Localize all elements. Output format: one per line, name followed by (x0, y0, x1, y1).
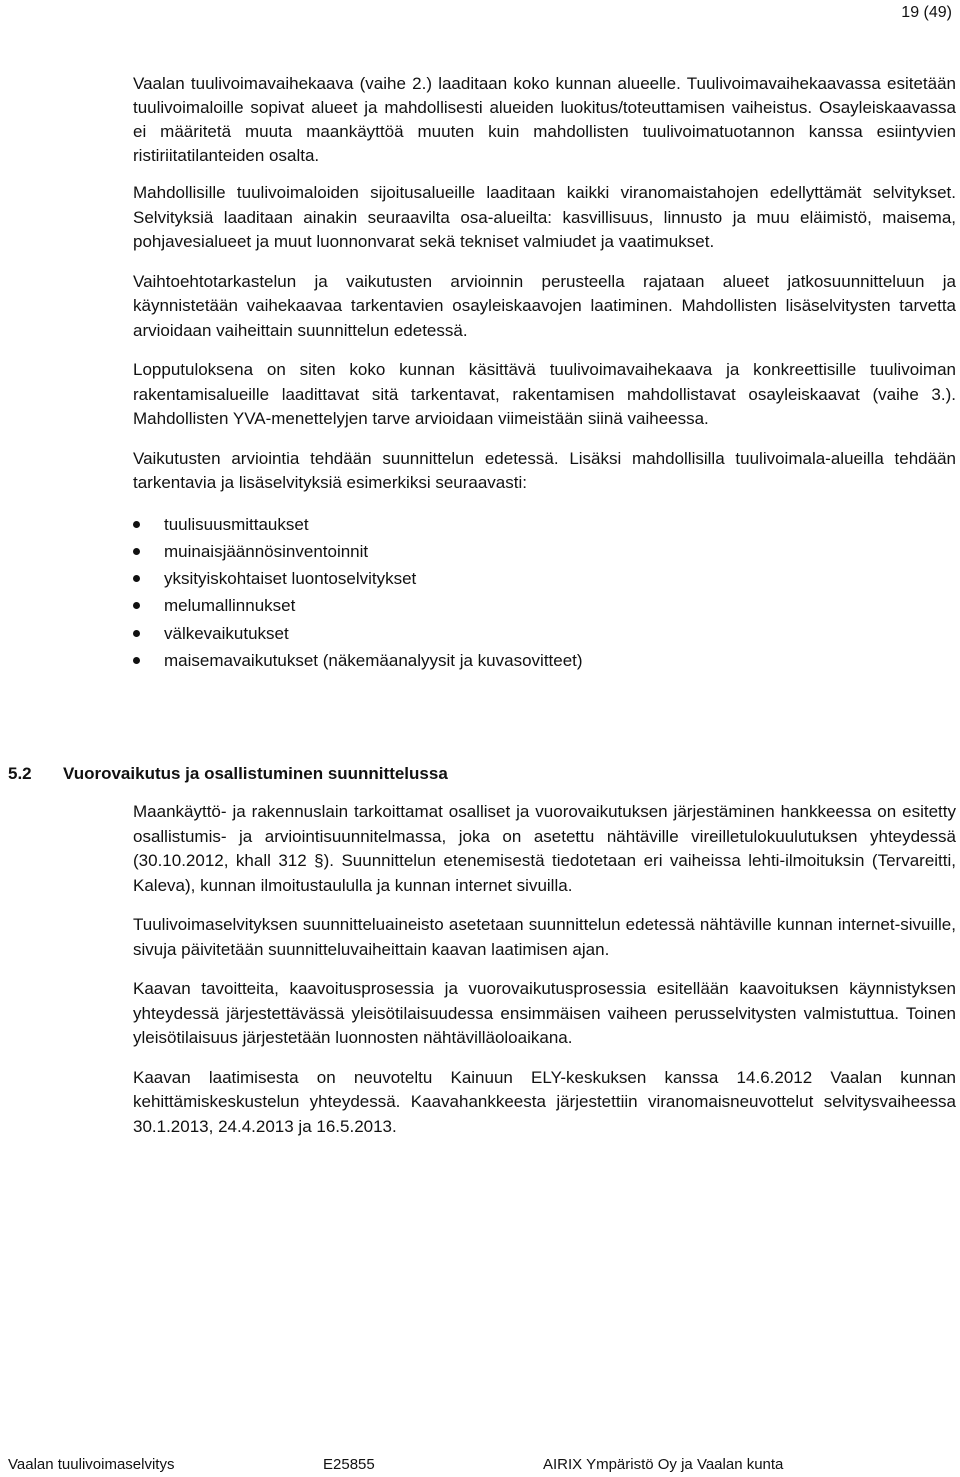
list-item: maisemavaikutukset (näkemäanalyysit ja kuvasovitteet) (133, 647, 956, 674)
list-item: muinaisjäännösinventoinnit (133, 538, 956, 565)
section-heading (8, 764, 448, 784)
footer-document-title: Vaalan tuulivoimaselvitys (8, 1456, 175, 1473)
list-item: melumallinnukset (133, 592, 956, 619)
footer-project-code: E25855 (323, 1456, 375, 1473)
paragraph: Tuulivoimaselvityksen suunnitteluaineisto asetetaan suunnittelun edetessä nähtäville kunnan internet-sivuille, sivuja päivitetään suunnitteluvaiheittain kaavan laatimisen ajan. (133, 915, 956, 959)
paragraph: Vaikutusten arviointia tehdään suunnittelun edetessä. Lisäksi mahdollisilla tuulivoimala-alueilla tehdään tarkentavia ja lisäselvityksiä esimerkiksi seuraavasti: (133, 448, 956, 492)
paragraph: Lopputuloksena on siten koko kunnan käsittävä tuulivoimavaihekaava ja konkreettisille tuulivoiman rakentamisalueille laadittavat sitä tarkentavat, rakentamisen mahdollistavat osayleiskaavat (vaihe 3.). Mahdollisten YVA-menettelyjen tarve arvioidaan viimeistään siinä vaiheessa. (133, 360, 956, 428)
section-number: 5.2 (8, 764, 32, 783)
paragraph: Vaihtoehtotarkastelun ja vaikutusten arvioinnin perusteella rajataan alueet jatkosuunnitteluun ja käynnistetään vaihekaavaa tarkentavien osayleiskaavojen laatiminen. Mahdollisten lisäselvitysten tarvetta arvioidaan vaiheittain suunnittelun edetessä. (133, 271, 956, 340)
list-item: välkevaikutukset (133, 620, 956, 647)
section2-body (133, 800, 956, 1154)
paragraph: Maankäyttö- ja rakennuslain tarkoittamat osalliset ja vuorovaikutuksen järjestäminen hankkeessa on esitetty osallistumis- ja arviointisuunnitelmassa, joka on asetettu nähtäville vireilletulokuulutuksen yhteydessä (30.10.2012, khall 312 §). Suunnittelun etenemisestä tiedotetaan eri vaiheissa lehti-ilmoituksin (Tervareitti, Kaleva), kunnan ilmoitustaululla ja kunnan internet sivuilla. (133, 802, 956, 895)
list-item: tuulisuusmittaukset (133, 511, 956, 538)
bullet-list (133, 511, 956, 675)
section-title: Vuorovaikutus ja osallistuminen suunnittelussa (63, 764, 448, 783)
footer-organizations: AIRIX Ympäristö Oy ja Vaalan kunta (543, 1456, 784, 1473)
paragraph: Kaavan tavoitteita, kaavoitusprosessia ja vuorovaikutusprosessia esitellään kaavoituksen käynnistyksen yhteydessä järjestettävässä yleisötilaisuudessa ensimmäisen vaiheen perusselvitysten valmistuttua. Toinen yleisötilaisuus järjestetään luonnosten nähtävilläoloaikana. (133, 979, 956, 1047)
paragraph: Kaavan laatimisesta on neuvoteltu Kainuun ELY-keskuksen kanssa 14.6.2012 Vaalan kunnan kehittämiskeskustelun yhteydessä. Kaavahankkeesta järjestettiin viranomaisneuvottelut selvitysvaiheessa 30.1.2013, 24.4.2013 ja 16.5.2013. (133, 1067, 956, 1136)
paragraph: Mahdollisille tuulivoimaloiden sijoitusalueille laaditaan kaikki viranomaistahojen edellyttämät selvitykset. Selvityksiä laaditaan ainakin seuraavilta osa-alueilta: kasvillisuus, linnusto ja muu eläimistö, maisema, pohjavesialueet ja muut luonnonvarat sekä tekniset valmiudet ja vaatimukset. (133, 183, 956, 251)
page-number: 19 (49) (901, 4, 952, 21)
paragraph: Vaalan tuulivoimavaihekaava (vaihe 2.) laaditaan koko kunnan alueelle. Tuulivoimavaihekaavassa esitetään tuulivoimaloille sopivat alueet ja mahdollisesti alueiden luokitus/toteuttamisen vaiheistus. Osayleiskaavassa ei määritetä muuta maankäyttöä muuten kuin mahdollisten tuulivoimatuotannon kanssa esiintyvien ristiriitatilanteiden osalta. (133, 74, 956, 165)
section-body (133, 72, 956, 674)
list-item: yksityiskohtaiset luontoselvitykset (133, 565, 956, 592)
